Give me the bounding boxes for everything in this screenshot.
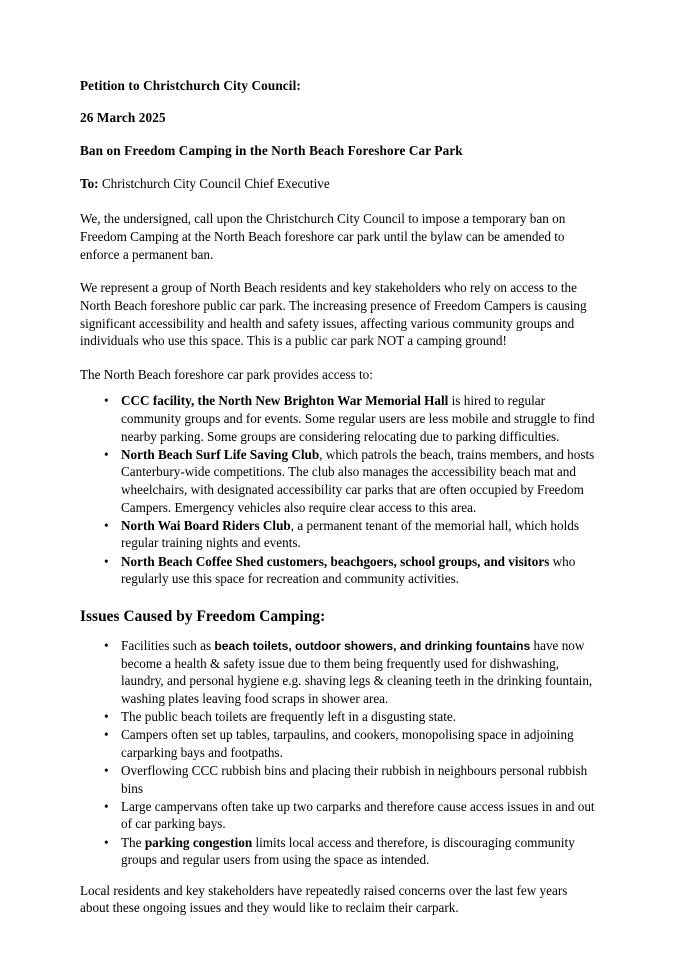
petition-title: Petition to Christchurch City Council: [80, 78, 301, 93]
list-item [80, 517, 595, 552]
list-item [80, 446, 595, 517]
petition-date: 26 March 2025 [80, 110, 166, 126]
list-item [80, 798, 595, 833]
list-item [80, 708, 595, 726]
addressee-value: Christchurch City Council Chief Executive [98, 175, 330, 191]
list-item-text: limits local access and therefore, is discouraging community groups and regular users from using the space as intended. [121, 834, 575, 868]
list-item-prefix: Overflowing CCC rubbish bins and placing their rubbish in neighbours personal rubbish bins [121, 763, 588, 796]
list-item-prefix: Campers often set up tables, tarpaulins, and cookers, monopolising space in adjoining carparking bays and footpaths. [121, 727, 574, 760]
petition-subject: Ban on Freedom Camping in the North Beach Foreshore Car Park [80, 142, 463, 158]
list-item-bold: CCC facility, the North New Brighton War Memorial Hall [121, 393, 449, 409]
list-item-text: , which patrols the beach, trains members, and hosts Canterbury-wide competitions. The club also manages the accessibility beach mat and wheelchairs, with designated accessibility car parks that are often occupied by Freedom Campers. Emergency vehicles also require clear access to this area. [121, 446, 595, 515]
list-item-text: have now become a health & safety issue due to them being frequently used for dishwashing, laundry, and personal hygiene e.g. shaving legs & cleaning teeth in the drinking fountain, washing plates leaving food scraps in shower area. [121, 638, 593, 706]
paragraph-one: We, the undersigned, call upon the Christchurch City Council to impose a temporary ban on Freedom Camping at the North Beach foreshore car park until the bylaw can be amended to enforce a permanent ban. [80, 211, 566, 262]
list-item-prefix: Large campervans often take up two carparks and therefore cause access issues in and out of car parking bays. [121, 798, 595, 832]
paragraph-two: We represent a group of North Beach residents and key stakeholders who rely on access to the North Beach foreshore public car park. The increasing presence of Freedom Campers is causing significant accessibility and health and safety issues, affecting various community groups and individuals who use this space. This is a public car park NOT a camping ground! [80, 280, 587, 349]
access-bullet-list [80, 392, 595, 587]
list-item [80, 553, 595, 588]
list-item-text: , a permanent tenant of the memorial hall, which holds regular training nights and events. [121, 517, 579, 551]
closing-paragraph: Local residents and key stakeholders have repeatedly raised concerns over the last few years about these ongoing issues and they would like to reclaim their carpark. [80, 882, 568, 916]
addressee-line [80, 175, 595, 193]
list-item [80, 637, 595, 708]
list-item [80, 392, 595, 445]
list-item-bold: North Wai Board Riders Club [121, 517, 291, 533]
list-item-prefix: Facilities such as [121, 638, 215, 654]
list-item-prefix: The public beach toilets are frequently left in a disgusting state. [121, 709, 457, 725]
issues-section-heading: Issues Caused by Freedom Camping: [80, 607, 326, 625]
addressee-label: To: [80, 175, 99, 191]
list-item-text: is hired to regular community groups and for events. Some regular users are less mobile and struggle to find nearby parking. Some groups are considering relocating due to parking difficulties. [121, 393, 595, 444]
list-item [80, 834, 595, 869]
list-item-text: who regularly use this space for recreation and community activities. [121, 553, 576, 587]
document-body [80, 78, 595, 917]
issues-bullet-list [80, 637, 595, 869]
list-item [80, 762, 595, 797]
list-item [80, 726, 595, 761]
list-item-bold: beach toilets, outdoor showers, and drinking fountains [214, 639, 531, 654]
list-item-prefix: The [121, 834, 145, 850]
list-item-bold: parking congestion [144, 834, 253, 850]
access-lead-in: The North Beach foreshore car park provides access to: [80, 366, 373, 382]
list-item-bold: North Beach Surf Life Saving Club [121, 446, 320, 462]
list-item-bold: North Beach Coffee Shed customers, beachgoers, school groups, and visitors [121, 553, 550, 569]
